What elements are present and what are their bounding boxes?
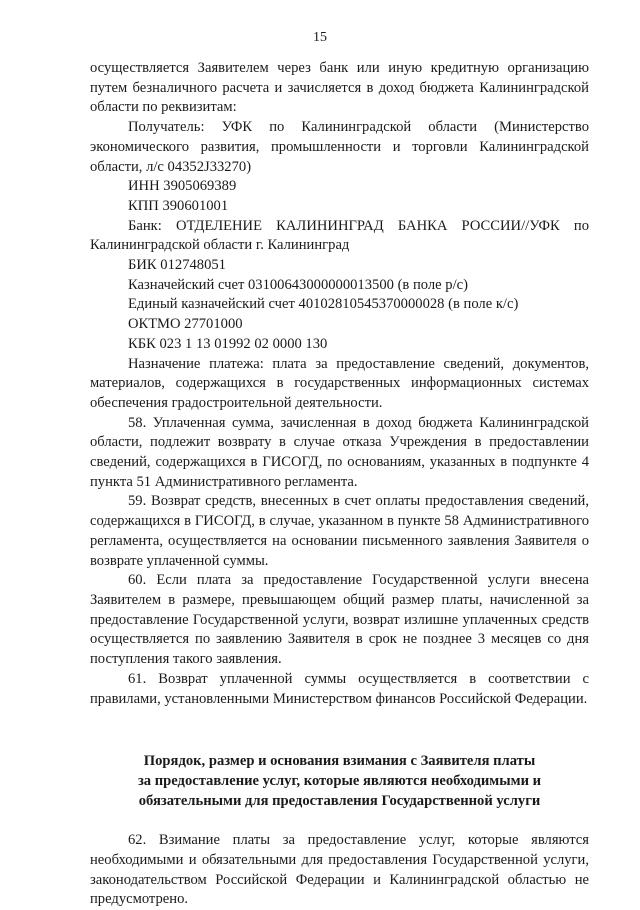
- requisite-kbk: КБК 023 1 13 01992 02 0000 130: [128, 335, 328, 352]
- requisite-kpp: КПП 390601001: [128, 197, 229, 214]
- requisite-single-treasury-account: Единый казначейский счет 40102810545370000028 (в поле к/с): [128, 296, 519, 313]
- requisite-treasury-account: Казначейский счет 03100643000000013500 (в поле р/с): [128, 276, 468, 293]
- requisite-inn: ИНН 3905069389: [128, 178, 237, 195]
- section-heading: [90, 751, 589, 811]
- requisite-recipient: Получатель: УФК по Калининградской области (Министерство экономического развития, промышленности и торговли Калининградской области, л/с 04352J33270): [90, 119, 589, 175]
- section-heading-line-1: Порядок, размер и основания взимания с Заявителя платы: [143, 753, 536, 770]
- payment-requisites: [90, 118, 589, 354]
- section-heading-line-2: за предоставление услуг, которые являются необходимыми и: [137, 773, 542, 790]
- paragraph-62: 62. Взимание платы за предоставление услуг, которые являются необходимыми и обязательными для предоставления Государственной услуги, законодательством Российской Федерации и Калининградской областью не предусмотрено.: [90, 832, 589, 908]
- paragraph-60: 60. Если плата за предоставление Государственной услуги внесена Заявителем в размере, превышающем общий размер платы, начисленной за предоставление Государственной услуги, возврат излишне уплаченных средств осуществляется по заявлению Заявителя в срок не позднее 3 месяцев со дня поступления такого заявления.: [90, 572, 589, 668]
- paragraph-59: 59. Возврат средств, внесенных в счет оплаты предоставления сведений, содержащихся в ГИСОГД, в случае, указанном в пункте 58 Административного регламента, осуществляется на основании письменного заявления Заявителя о возврате уплаченной суммы.: [90, 493, 589, 569]
- requisite-oktmo: ОКТМО 27701000: [128, 316, 243, 333]
- intro-paragraph: осуществляется Заявителем через банк или иную кредитную организацию путем безналичного расчета и зачисляется в доход бюджета Калининградской области по реквизитам:: [90, 60, 589, 116]
- paragraph-58: 58. Уплаченная сумма, зачисленная в доход бюджета Калининградской области, подлежит возврату в случае отказа Учреждения в предоставлении сведений, содержащихся в ГИСОГД, по основаниям, указанных в подпункте 4 пункта 51 Административного регламента.: [90, 414, 589, 490]
- paragraph-61: 61. Возврат уплаченной суммы осуществляется в соответствии с правилами, установленными Министерством финансов Российской Федерации.: [90, 670, 589, 707]
- requisite-bank: Банк: ОТДЕЛЕНИЕ КАЛИНИНГРАД БАНКА РОССИИ//УФК по Калининградской области г. Калининград: [90, 217, 589, 254]
- payment-purpose: Назначение платежа: плата за предоставление сведений, документов, материалов, содержащихся в государственных информационных системах обеспечения градостроительной деятельности.: [90, 355, 589, 411]
- page-number: 15: [313, 30, 327, 45]
- requisite-bik: БИК 012748051: [128, 257, 226, 274]
- page-content: [90, 59, 589, 910]
- section-heading-line-3: обязательными для предоставления Государственной услуги: [138, 793, 541, 810]
